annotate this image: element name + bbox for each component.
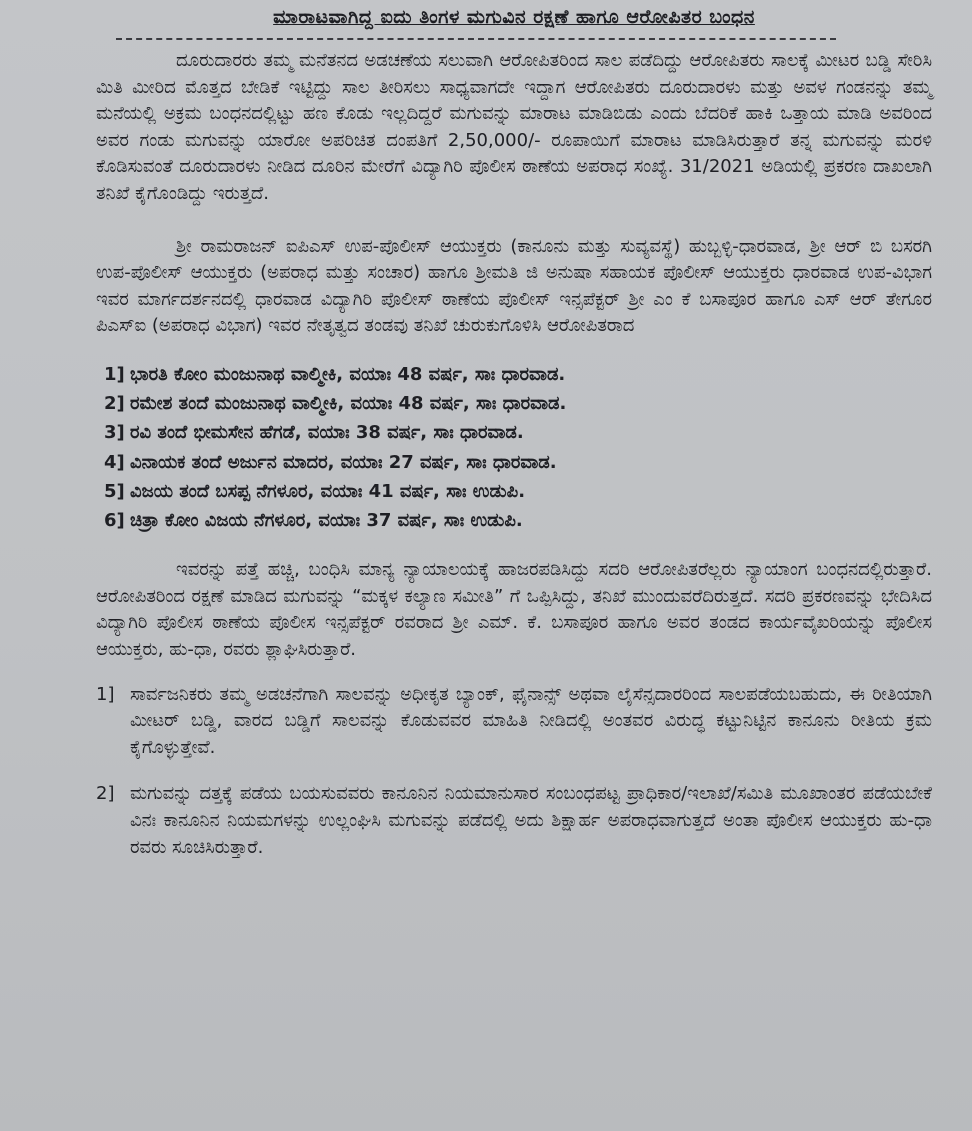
note-text: ಸಾರ್ವಜನಿಕರು ತಮ್ಮ ಅಡಚನೆಗಾಗಿ ಸಾಲವನ್ನು ಅಧೀಕೃತ ಬ್ಯಾಂಕ್, ಫೈನಾನ್ಸ್ ಅಥವಾ ಲೈಸೆನ್ಸದಾರರಿಂದ ಸಾಲಪಡೆಯಬಹುದು, ಈ ರೀತಿಯಾಗಿ ಮೀಟರ್ ಬಡ್ಡಿ, ವಾರದ ಬಡ್ಡಿಗೆ ಸಾಲವನ್ನು ಕೊಡುವವರ ಮಾಹಿತಿ ನೀಡಿದಲ್ಲಿ ಅಂತವರ ವಿರುದ್ಧ ಕಟ್ಟುನಿಟ್ಟಿನ ಕಾನೂನು ರೀತಿಯ ಕ್ರಮ ಕೈಗೊಳ್ಳುತ್ತೇವೆ. xyxy=(130,683,932,758)
list-item-text: ವಿಜಯ ತಂದೆ ಬಸಪ್ಪ ನೆಗಳೂರ, ವಯಾಃ 41 ವರ್ಷ, ಸಾಃ ಉಡುಪಿ. xyxy=(130,480,526,502)
accused-list xyxy=(104,360,932,535)
dashed-divider xyxy=(116,38,836,40)
list-item xyxy=(104,506,932,535)
list-item-number: 4] xyxy=(104,451,125,473)
list-item-number: 5] xyxy=(104,480,125,502)
list-item xyxy=(104,477,932,506)
paragraph-arrest-outcome: ಇವರನ್ನು ಪತ್ತೆ ಹಚ್ಚಿ, ಬಂಧಿಸಿ ಮಾನ್ಯ ನ್ಯಾಯಾಲಯಕ್ಕೆ ಹಾಜರಪಡಿಸಿದ್ದು ಸದರಿ ಆರೋಪಿತರೆಲ್ಲರು ನ್ಯಾಯಾಂಗ ಬಂಧನದಲ್ಲಿರುತ್ತಾರೆ. ಆರೋಪಿತರಿಂದ ರಕ್ಷಣೆ ಮಾಡಿದ ಮಗುವನ್ನು “ಮಕ್ಕಳ ಕಲ್ಯಾಣ ಸಮೀತಿ” ಗೆ ಒಪ್ಪಿಸಿದ್ದು, ತನಿಖೆ ಮುಂದುವರೆದಿರುತ್ತದೆ. ಸದರಿ ಪ್ರಕರಣವನ್ನು ಭೇದಿಸಿದ ವಿದ್ಯಾಗಿರಿ ಪೊಲೀಸ ಠಾಣೆಯ ಪೊಲೀಸ ಇನ್ಸಪೆಕ್ಟರ್ ರವರಾದ ಶ್ರೀ ಎಮ್. ಕೆ. ಬಸಾಪೂರ ಹಾಗೂ ಅವರ ತಂಡದ ಕಾರ್ಯವೈಖರಿಯನ್ನು ಪೊಲೀಸ ಆಯುಕ್ತರು, ಹು-ಧಾ, ರವರು ಶ್ಲಾಘಿಸಿರುತ್ತಾರೆ. xyxy=(96,559,932,660)
list-item-number: 3] xyxy=(104,422,125,444)
list-item xyxy=(104,418,932,447)
list-item xyxy=(104,360,932,389)
note-number: 1] xyxy=(96,683,115,705)
paragraph-complaint: ದೂರುದಾರರು ತಮ್ಮ ಮನೆತನದ ಅಡಚಣೆಯ ಸಲುವಾಗಿ ಆರೋಪಿತರಿಂದ ಸಾಲ ಪಡೆದಿದ್ದು ಆರೋಪಿತರು ಸಾಲಕ್ಕೆ ಮೀಟರ ಬಡ್ಡಿ ಸೇರಿಸಿ ಮಿತಿ ಮೀರಿದ ಮೊತ್ತದ ಬೇಡಿಕೆ ಇಟ್ಟಿದ್ದು ಸಾಲ ತೀರಿಸಲು ಸಾಧ್ಯವಾಗದೇ ಇದ್ದಾಗ ಆರೋಪಿತರು ದೂರುದಾರಳು ಮತ್ತು ಅವಳ ಗಂಡನನ್ನು ತಮ್ಮ ಮನೆಯಲ್ಲಿ ಅಕ್ರಮ ಬಂಧನದಲ್ಲಿಟ್ಟು ಹಣ ಕೊಡು ಇಲ್ಲದಿದ್ದರೆ ಮಗುವನ್ನು ಮಾರಾಟ ಮಾಡಿಬಿಡು ಎಂದು ಬೆದರಿಕೆ ಹಾಕಿ ಒತ್ತಾಯ ಮಾಡಿ ಅವರಿಂದ ಅವರ ಗಂಡು ಮಗುವನ್ನು ಯಾರೋ ಅಪರಿಚಿತ ದಂಪತಿಗೆ 2,50,000/- ರೂಪಾಯಿಗೆ ಮಾರಾಟ ಮಾಡಿಸಿರುತ್ತಾರೆ ತನ್ನ ಮಗುವನ್ನು ಮರಳಿ ಕೊಡಿಸುವಂತೆ ದೂರುದಾರಳು ನೀಡಿದ ದೂರಿನ ಮೇರೆಗೆ ವಿದ್ಯಾಗಿರಿ ಪೊಲೀಸ ಠಾಣೆಯ ಅಪರಾಧ ಸಂಖ್ಯೆ. 31/2021 ಅಡಿಯಲ್ಲಿ ಪ್ರಕರಣ ದಾಖಲಾಗಿ ತನಿಖೆ ಕೈಗೊಂಡಿದ್ದು ಇರುತ್ತದೆ. xyxy=(96,50,932,204)
list-item-text: ರವಿ ತಂದೆ ಭೀಮಸೇನ ಹೆಗಡೆ, ವಯಾಃ 38 ವರ್ಷ, ಸಾಃ ಧಾರವಾಡ. xyxy=(130,422,524,444)
page-title: ಮಾರಾಟವಾಗಿದ್ದ ಐದು ತಿಂಗಳ ಮಗುವಿನ ರಕ್ಷಣೆ ಹಾಗೂ ಆರೋಪಿತರ ಬಂಧನ xyxy=(273,6,755,28)
note-number: 2] xyxy=(96,783,115,805)
list-item xyxy=(104,448,932,477)
list-item-number: 2] xyxy=(104,393,125,415)
list-item-number: 1] xyxy=(104,363,125,385)
advisory-note-2 xyxy=(96,781,932,861)
list-item-text: ವಿನಾಯಕ ತಂದೆ ಅರ್ಜುನ ಮಾದರ, ವಯಾಃ 27 ವರ್ಷ, ಸಾಃ ಧಾರವಾಡ. xyxy=(130,451,557,473)
list-item xyxy=(104,389,932,418)
list-item-text: ರಮೇಶ ತಂದೆ ಮಂಜುನಾಥ ವಾಲ್ಮೀಕಿ, ವಯಾಃ 48 ವರ್ಷ, ಸಾಃ ಧಾರವಾಡ. xyxy=(130,393,567,415)
note-text: ಮಗುವನ್ನು ದತ್ತಕ್ಕೆ ಪಡೆಯ ಬಯಸುವವರು ಕಾನೂನಿನ ನಿಯಮಾನುಸಾರ ಸಂಬಂಧಪಟ್ಟ ಪ್ರಾಧಿಕಾರ/ಇಲಾಖೆ/ಸಮಿತಿ ಮೂಖಾಂತರ ಪಡೆಯಬೇಕೆ ವಿನಃ ಕಾನೂನಿನ ನಿಯಮಗಳನ್ನು ಉಲ್ಲಂಘಿಸಿ ಮಗುವನ್ನು ಪಡೆದಲ್ಲಿ ಅದು ಶಿಕ್ಷಾರ್ಹ ಅಪರಾಧವಾಗುತ್ತದೆ ಅಂತಾ ಪೊಲೀಸ ಆಯುಕ್ತರು ಹು-ಧಾ ರವರು ಸೂಚಿಸಿರುತ್ತಾರೆ. xyxy=(130,783,932,858)
advisory-note-1 xyxy=(96,682,932,762)
list-item-text: ಚಿತ್ರಾ ಕೋಂ ವಿಜಯ ನೆಗಳೂರ, ವಯಾಃ 37 ವರ್ಷ, ಸಾಃ ಉಡುಪಿ. xyxy=(130,509,523,531)
list-item-number: 6] xyxy=(104,509,125,531)
paragraph-investigation-team: ಶ್ರೀ ರಾಮರಾಜನ್ ಐಪಿಎಸ್ ಉಪ-ಪೊಲೀಸ್ ಆಯುಕ್ತರು (ಕಾನೂನು ಮತ್ತು ಸುವ್ಯವಸ್ಥೆ) ಹುಬ್ಬಳ್ಳಿ-ಧಾರವಾಡ, ಶ್ರೀ ಆರ್ ಬಿ ಬಸರಗಿ ಉಪ-ಪೊಲೀಸ್ ಆಯುಕ್ತರು (ಅಪರಾಧ ಮತ್ತು ಸಂಚಾರ) ಹಾಗೂ ಶ್ರೀಮತಿ ಜಿ ಅನುಷಾ ಸಹಾಯಕ ಪೊಲೀಸ್ ಆಯುಕ್ತರು ಧಾರವಾಡ ಉಪ-ವಿಭಾಗ ಇವರ ಮಾರ್ಗದರ್ಶನದಲ್ಲಿ ಧಾರವಾಡ ವಿದ್ಯಾಗಿರಿ ಪೊಲೀಸ್ ಠಾಣೆಯ ಪೊಲೀಸ್ ಇನ್ಸಪೆಕ್ಟರ್ ಶ್ರೀ ಎಂ ಕೆ ಬಸಾಪೂರ ಹಾಗೂ ಎಸ್ ಆರ್ ತೇಗೂರ ಪಿಎಸ್ಐ (ಅಪರಾಧ ವಿಭಾಗ) ಇವರ ನೇತೃತ್ವದ ತಂಡವು ತನಿಖೆ ಚುರುಕುಗೊಳಿಸಿ ಆರೋಪಿತರಾದ xyxy=(96,235,932,337)
list-item-text: ಭಾರತಿ ಕೋಂ ಮಂಜುನಾಥ ವಾಲ್ಮೀಕಿ, ವಯಾಃ 48 ವರ್ಷ, ಸಾಃ ಧಾರವಾಡ. xyxy=(130,363,566,385)
